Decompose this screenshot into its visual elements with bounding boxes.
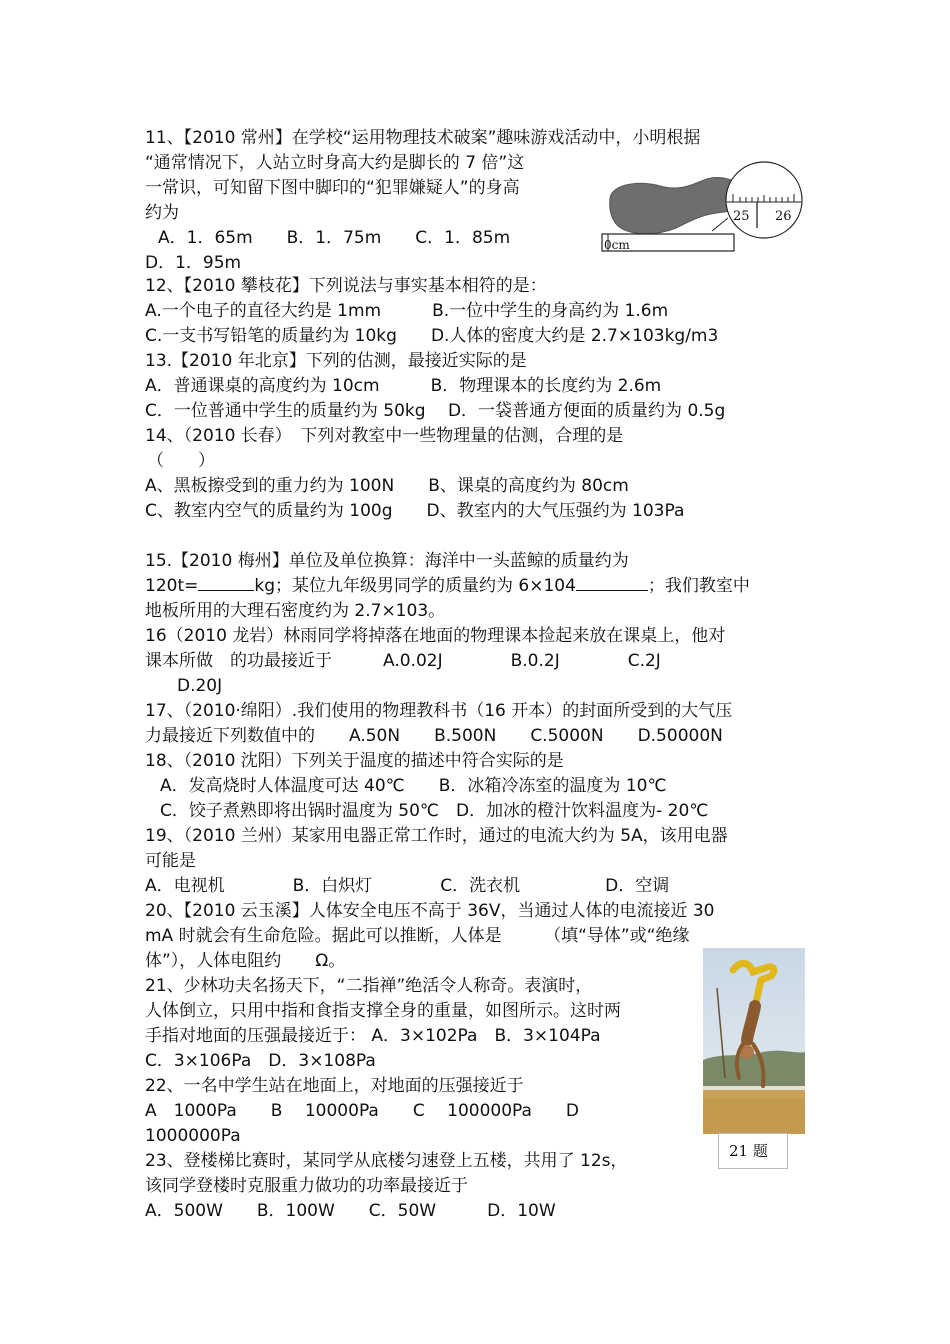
q12-line-1: 12、【2010 攀枝花】下列说法与事实基本相符的是： bbox=[145, 276, 547, 296]
q19-line-1: 19、（2010 兰州）某家用电器正常工作时，通过的电流大约为 5A，该用电器 bbox=[145, 826, 728, 846]
q13-line-3: C．一位普通中学生的质量约为 50kg D．一袋普通方便面的质量约为 0.5g bbox=[145, 401, 726, 421]
q22-line-2: A 1000Pa B 10000Pa C 100000Pa D bbox=[145, 1101, 580, 1121]
q18-line-2: A．发高烧时人体温度可达 40℃ B．冰箱冷冻室的温度为 10℃ bbox=[160, 776, 667, 796]
q15-line-2b: kg；某位九年级男同学的质量约为 6×104 bbox=[254, 576, 576, 596]
q12-line-3: C.一支书写铅笔的质量约为 10kg D.人体的密度大约是 2.7×103kg/m3 bbox=[145, 326, 719, 346]
q20-line-3: 体”），人体电阻约 Ω。 bbox=[145, 951, 346, 971]
q11-line-1: 11、【2010 常州】在学校“运用物理技术破案”趣味游戏活动中，小明根据 bbox=[145, 128, 701, 148]
q21-line-4: C．3×106Pa D．3×108Pa bbox=[145, 1051, 376, 1071]
q16-line-3: D.20J bbox=[177, 676, 223, 696]
q13-line-1: 13.【2010 年北京】下列的估测，最接近实际的是 bbox=[145, 351, 527, 371]
q16-line-2: 课本所做 的功最接近于 A.0.02J B.0.2J C.2J bbox=[145, 651, 661, 671]
q11-line-4: 约为 bbox=[145, 203, 179, 223]
q11-option-d: D．1．95m bbox=[145, 253, 242, 273]
q23-line-2: 该同学登楼时克服重力做功的功率最接近于 bbox=[145, 1176, 468, 1196]
q12-line-2: A.一个电子的直径大约是 1mm B.一位中学生的身高约为 1.6m bbox=[145, 301, 669, 321]
figure-21-caption: 21 题 bbox=[718, 1133, 788, 1169]
q11-line-3: 一常识，可知留下图中脚印的“犯罪嫌疑人”的身高 bbox=[145, 178, 520, 198]
q16-line-1: 16（2010 龙岩）林雨同学将掉落在地面的物理课本捡起来放在课桌上，他对 bbox=[145, 626, 726, 646]
q15-line-2a: 120t= bbox=[145, 576, 199, 596]
q13-line-2: A．普通课桌的高度约为 10cm B．物理课本的长度约为 2.6m bbox=[145, 376, 662, 396]
q15-blank-1[interactable] bbox=[198, 574, 254, 591]
q11-line-2: “通常情况下，人站立时身高大约是脚长的 7 倍”这 bbox=[145, 153, 525, 173]
q15-line-3: 地板所用的大理石密度约为 2.7×103。 bbox=[145, 601, 446, 621]
q21-line-2: 人体倒立，只用中指和食指支撑全身的重量，如图所示。这时两 bbox=[145, 1001, 621, 1021]
q22-line-1: 22、一名中学生站在地面上，对地面的压强接近于 bbox=[145, 1076, 524, 1096]
q15-line-2 bbox=[145, 574, 750, 598]
q15-line-1: 15.【2010 梅州】单位及单位换算：海洋中一头蓝鲸的质量约为 bbox=[145, 551, 629, 571]
ruler-start-label: 0cm bbox=[604, 238, 630, 252]
handstand-photo bbox=[703, 948, 805, 1134]
q19-line-3: A．电视机 B．白炽灯 C．洗衣机 D．空调 bbox=[145, 876, 670, 896]
q18-line-1: 18、（2010 沈阳）下列关于温度的描述中符合实际的是 bbox=[145, 751, 564, 771]
q21-line-1: 21、少林功夫名扬天下，“二指禅”绝活令人称奇。表演时， bbox=[145, 976, 593, 996]
q14-line-3: A、黑板擦受到的重力约为 100N B、课桌的高度约为 80cm bbox=[145, 476, 629, 496]
q22-line-3: 1000000Pa bbox=[145, 1126, 241, 1146]
q14-line-4: C、教室内空气的质量约为 100g D、教室内的大气压强约为 103Pa bbox=[145, 501, 685, 521]
q20-line-1: 20、【2010 云玉溪】人体安全电压不高于 36V，当通过人体的电流接近 30 bbox=[145, 901, 715, 921]
magnifier-tick-26: 26 bbox=[775, 209, 792, 224]
q11-options-abc: A．1．65m B．1．75m C．1．85m bbox=[158, 228, 511, 248]
q15-line-2c: ；我们教室中 bbox=[647, 576, 750, 596]
q23-line-3: A．500W B．100W C．50W D．10W bbox=[145, 1201, 556, 1221]
q23-line-1: 23、登楼梯比赛时，某同学从底楼匀速登上五楼，共用了 12s， bbox=[145, 1151, 628, 1171]
q17-line-1: 17、（2010·绵阳）.我们使用的物理教科书（16 开本）的封面所受到的大气压 bbox=[145, 701, 733, 721]
q21-line-3: 手指对地面的压强最接近于： A．3×102Pa B．3×104Pa bbox=[145, 1026, 601, 1046]
q15-blank-2[interactable] bbox=[576, 574, 648, 591]
q19-line-2: 可能是 bbox=[145, 851, 196, 871]
q18-line-3: C．饺子煮熟即将出锅时温度为 50℃ D．加冰的橙汁饮料温度为- 20℃ bbox=[160, 801, 709, 821]
q14-line-2: （ ） bbox=[147, 451, 215, 471]
magnifier-tick-25: 25 bbox=[733, 209, 750, 224]
q20-line-2: mA 时就会有生命危险。据此可以推断，人体是 （填“导体”或“绝缘 bbox=[145, 926, 690, 946]
q17-line-2: 力最接近下列数值中的 A.50N B.500N C.5000N D.50000N bbox=[145, 726, 723, 746]
footprint-ruler-figure bbox=[600, 158, 806, 258]
q14-line-1: 14、（2010 长春） 下列对教室中一些物理量的估测，合理的是 bbox=[145, 426, 624, 446]
